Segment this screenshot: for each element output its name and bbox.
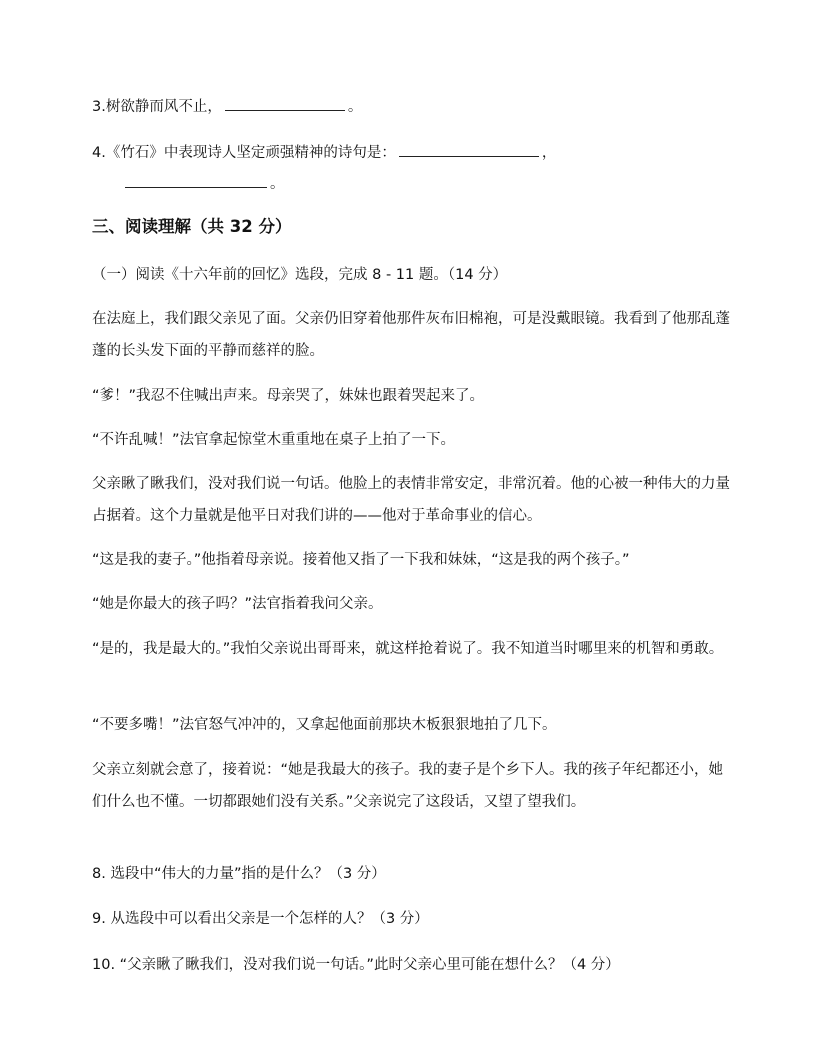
question-3-end: 。 bbox=[347, 99, 363, 115]
question-3-text: 3.树欲静而风不止， bbox=[92, 99, 222, 115]
question-10: 10. “父亲瞅了瞅我们，没对我们说一句话。”此时父亲心里可能在想什么？（4 分） bbox=[92, 957, 620, 973]
question-4-second-line bbox=[122, 173, 762, 194]
question-4 bbox=[92, 142, 732, 163]
question-3 bbox=[92, 96, 732, 117]
passage-paragraph: “她是你最大的孩子吗？”法官指着我问父亲。 bbox=[92, 596, 383, 612]
passage-paragraph: “爹！”我忍不住喊出声来。母亲哭了，妹妹也跟着哭起来了。 bbox=[92, 388, 485, 404]
question-4-text: 4.《竹石》中表现诗人坚定顽强精神的诗句是： bbox=[92, 145, 396, 161]
passage-paragraph: 在法庭上，我们跟父亲见了面。父亲仍旧穿着他那件灰布旧棉袍，可是没戴眼镜。我看到了他那乱蓬蓬的长头发下面的平静而慈祥的脸。 bbox=[92, 311, 730, 359]
answer-blank[interactable] bbox=[399, 142, 539, 157]
answer-blank[interactable] bbox=[125, 173, 267, 188]
question-4-comma: ， bbox=[541, 145, 557, 161]
section-subtitle: （一）阅读《十六年前的回忆》选段，完成 8 - 11 题。（14 分） bbox=[92, 267, 508, 283]
passage-paragraph: “不要多嘴！”法官怒气冲冲的，又拿起他面前那块木板狠狠地拍了几下。 bbox=[92, 717, 557, 733]
passage-paragraph: “是的，我是最大的。”我怕父亲说出哥哥来，就这样抢着说了。我不知道当时哪里来的机智和勇敢。 bbox=[92, 641, 724, 657]
passage-paragraph: “不许乱喊！”法官拿起惊堂木重重地在桌子上拍了一下。 bbox=[92, 432, 456, 448]
answer-blank[interactable] bbox=[225, 96, 345, 111]
passage-paragraph: 父亲立刻就会意了，接着说：“她是我最大的孩子。我的妻子是个乡下人。我的孩子年纪都还小，她们什么也不懂。一切都跟她们没有关系。”父亲说完了这段话，又望了望我们。 bbox=[92, 762, 724, 810]
question-8: 8. 选段中“伟大的力量”指的是什么？（3 分） bbox=[92, 866, 386, 882]
section-title: 三、阅读理解（共 32 分） bbox=[92, 217, 292, 236]
question-4-end: 。 bbox=[270, 176, 285, 192]
passage-paragraph: “这是我的妻子。”他指着母亲说。接着他又指了一下我和妹妹，“这是我的两个孩子。” bbox=[92, 552, 630, 568]
question-9: 9. 从选段中可以看出父亲是一个怎样的人？（3 分） bbox=[92, 911, 429, 927]
passage-paragraph: 父亲瞅了瞅我们，没对我们说一句话。他脸上的表情非常安定，非常沉着。他的心被一种伟大的力量占据着。这个力量就是他平日对我们讲的——他对于革命事业的信心。 bbox=[92, 476, 730, 524]
